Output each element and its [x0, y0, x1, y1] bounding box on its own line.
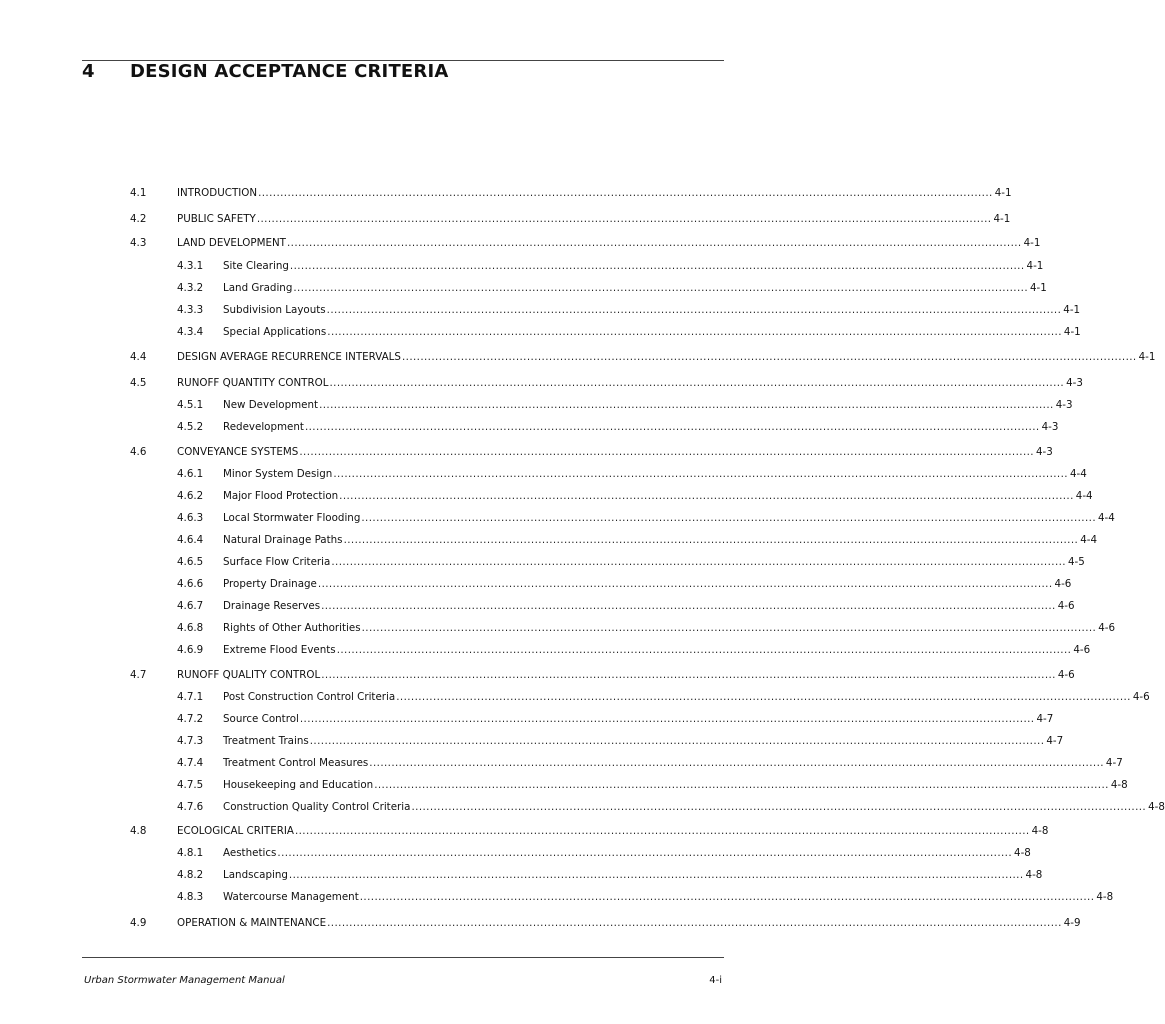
toc-entry[interactable]: [0, 375, 1083, 391]
toc-dot-leader: ........................................................................................................................................................................................................: [333, 468, 1068, 480]
chapter-title: DESIGN ACCEPTANCE CRITERIA: [130, 61, 449, 82]
toc-entry-number: 4.6: [130, 446, 147, 458]
toc-entry-page: 4-1: [1063, 304, 1081, 316]
toc-entry-title: CONVEYANCE SYSTEMS: [177, 446, 299, 458]
toc-entry-number: 4.7.5: [177, 779, 204, 791]
toc-entry-body: [223, 280, 1047, 296]
toc-entry-title: ECOLOGICAL CRITERIA: [177, 825, 294, 837]
toc-dot-leader: ........................................................................................................................................................................................................: [326, 304, 1062, 316]
toc-entry[interactable]: [0, 642, 1091, 658]
toc-dot-leader: ........................................................................................................................................................................................................: [411, 801, 1147, 813]
toc-entry-body: [177, 211, 1011, 227]
toc-entry-number: 4.6.2: [177, 490, 204, 502]
toc-entry-number: 4.8.1: [177, 847, 204, 859]
toc-dot-leader: ........................................................................................................................................................................................................: [317, 578, 1053, 590]
toc-entry[interactable]: [0, 889, 1114, 905]
toc-entry-number: 4.7.2: [177, 713, 204, 725]
toc-entry-title: Post Construction Control Criteria: [223, 691, 396, 703]
toc-dot-leader: ........................................................................................................................................................................................................: [331, 556, 1066, 568]
toc-entry-number: 4.3.1: [177, 260, 204, 272]
toc-entry-title: Construction Quality Control Criteria: [223, 801, 411, 813]
toc-entry-number: 4.9: [130, 917, 147, 929]
toc-entry-body: [177, 444, 1053, 460]
toc-entry[interactable]: [0, 799, 1165, 815]
toc-entry-page: 4-3: [1066, 377, 1083, 389]
toc-dot-leader: ........................................................................................................................................................................................................: [277, 847, 1013, 859]
toc-dot-leader: ........................................................................................................................................................................................................: [339, 490, 1074, 502]
toc-entry-page: 4-6: [1132, 691, 1150, 703]
toc-entry-body: [223, 642, 1091, 658]
toc-entry[interactable]: [0, 349, 1156, 365]
toc-dot-leader: ........................................................................................................................................................................................................: [343, 534, 1079, 546]
toc-entry-body: [223, 419, 1059, 435]
toc-entry-body: [223, 554, 1085, 570]
toc-entry[interactable]: [0, 598, 1075, 614]
toc-entry-number: 4.7.4: [177, 757, 204, 769]
toc-entry-title: DESIGN AVERAGE RECURRENCE INTERVALS: [177, 351, 401, 363]
toc-entry-page: 4-1: [1026, 260, 1044, 272]
toc-entry-page: 4-7: [1046, 735, 1064, 747]
toc-dot-leader: ........................................................................................................................................................................................................: [289, 260, 1025, 272]
toc-entry-number: 4.7.3: [177, 735, 204, 747]
toc-entry-number: 4.5: [130, 377, 147, 389]
toc-dot-leader: ........................................................................................................................................................................................................: [336, 644, 1072, 656]
toc-entry-body: [177, 823, 1049, 839]
toc-entry-title: New Development: [223, 399, 319, 411]
toc-entry-title: Rights of Other Authorities: [223, 622, 361, 634]
toc-entry[interactable]: [0, 280, 1047, 296]
toc-entry[interactable]: [0, 845, 1031, 861]
toc-entry-number: 4.6.9: [177, 644, 204, 656]
toc-dot-leader: ........................................................................................................................................................................................................: [309, 735, 1045, 747]
toc-dot-leader: ........................................................................................................................................................................................................: [288, 869, 1024, 881]
toc-entry-page: 4-3: [1041, 421, 1059, 433]
toc-entry-body: [223, 711, 1054, 727]
toc-dot-leader: ........................................................................................................................................................................................................: [294, 825, 1030, 837]
toc-entry-body: [223, 488, 1093, 504]
toc-entry[interactable]: [0, 576, 1072, 592]
toc-entry-number: 4.3.4: [177, 326, 204, 338]
toc-entry-body: [223, 620, 1116, 636]
toc-entry-body: [223, 510, 1115, 526]
toc-entry-page: 4-8: [1148, 801, 1165, 813]
toc-entry-number: 4.7.1: [177, 691, 204, 703]
toc-dot-leader: ........................................................................................................................................................................................................: [299, 446, 1034, 458]
toc-dot-leader: ........................................................................................................................................................................................................: [256, 213, 992, 225]
toc-entry-page: 4-8: [1031, 825, 1049, 837]
toc-entry[interactable]: [0, 444, 1053, 460]
toc-dot-leader: ........................................................................................................................................................................................................: [321, 600, 1056, 612]
toc-entry-page: 4-1: [1030, 282, 1047, 294]
toc-entry-body: [177, 915, 1081, 931]
toc-dot-leader: ........................................................................................................................................................................................................: [293, 282, 1028, 294]
toc-entry-body: [223, 324, 1081, 340]
toc-dot-leader: ........................................................................................................................................................................................................: [258, 187, 993, 199]
chapter-number: 4: [82, 61, 95, 82]
toc-entry-body: [177, 185, 1012, 201]
toc-entry-body: [223, 258, 1044, 274]
toc-dot-leader: ........................................................................................................................................................................................................: [374, 779, 1109, 791]
toc-entry-title: Special Applications: [223, 326, 327, 338]
toc-entry-number: 4.4: [130, 351, 147, 363]
toc-entry-number: 4.6.6: [177, 578, 204, 590]
toc-entry-body: [223, 845, 1031, 861]
toc-dot-leader: ........................................................................................................................................................................................................: [327, 326, 1062, 338]
toc-entry-page: 4-1: [1063, 326, 1081, 338]
toc-entry-title: INTRODUCTION: [177, 187, 258, 199]
toc-entry-page: 4-8: [1025, 869, 1043, 881]
toc-entry-page: 4-1: [1023, 237, 1041, 249]
toc-dot-leader: ........................................................................................................................................................................................................: [327, 917, 1062, 929]
toc-dot-leader: ........................................................................................................................................................................................................: [286, 237, 1022, 249]
toc-entry[interactable]: [0, 620, 1116, 636]
toc-entry-number: 4.3.3: [177, 304, 204, 316]
toc-entry-number: 4.6.8: [177, 622, 204, 634]
toc-entry-number: 4.5.1: [177, 399, 204, 411]
toc-entry[interactable]: [0, 733, 1064, 749]
toc-entry-body: [177, 235, 1041, 251]
toc-entry-page: 4-4: [1098, 512, 1115, 524]
toc-entry-title: Aesthetics: [223, 847, 277, 859]
toc-entry-page: 4-3: [1035, 446, 1053, 458]
toc-entry[interactable]: [0, 419, 1059, 435]
toc-entry-body: [177, 667, 1075, 683]
toc-entry-body: [223, 397, 1073, 413]
toc-entry-body: [177, 349, 1156, 365]
toc-entry-title: RUNOFF QUANTITY CONTROL: [177, 377, 329, 389]
toc-entry[interactable]: [0, 466, 1087, 482]
toc-entry-page: 4-1: [1138, 351, 1156, 363]
toc-entry-number: 4.2: [130, 213, 147, 225]
toc-entry-title: Extreme Flood Events: [223, 644, 336, 656]
toc-entry-title: Treatment Control Measures: [223, 757, 369, 769]
toc-entry[interactable]: [0, 777, 1128, 793]
toc-entry-page: 4-8: [1096, 891, 1114, 903]
toc-entry-number: 4.6.5: [177, 556, 204, 568]
toc-entry-body: [223, 755, 1123, 771]
toc-entry-page: 4-7: [1036, 713, 1054, 725]
toc-entry-body: [223, 689, 1150, 705]
toc-entry-page: 4-1: [994, 187, 1012, 199]
toc-entry-title: PUBLIC SAFETY: [177, 213, 256, 225]
toc-entry[interactable]: [0, 711, 1054, 727]
footer-page-number: 4-i: [709, 975, 722, 986]
toc-dot-leader: ........................................................................................................................................................................................................: [299, 713, 1035, 725]
toc-entry-page: 4-6: [1057, 669, 1075, 681]
toc-entry-number: 4.8: [130, 825, 147, 837]
toc-entry[interactable]: [0, 488, 1093, 504]
toc-entry-number: 4.3: [130, 237, 147, 249]
toc-entry-page: 4-6: [1098, 622, 1116, 634]
toc-entry-title: Drainage Reserves: [223, 600, 321, 612]
toc-entry[interactable]: [0, 915, 1081, 931]
toc-entry-number: 4.1: [130, 187, 147, 199]
toc-entry-body: [223, 466, 1087, 482]
toc-entry-page: 4-9: [1063, 917, 1081, 929]
toc-dot-leader: ........................................................................................................................................................................................................: [359, 891, 1095, 903]
toc-entry-body: [223, 867, 1043, 883]
toc-entry-number: 4.3.2: [177, 282, 204, 294]
footer-rule: [82, 957, 724, 958]
toc-entry-title: OPERATION & MAINTENANCE: [177, 917, 327, 929]
toc-dot-leader: ........................................................................................................................................................................................................: [304, 421, 1040, 433]
toc-entry[interactable]: [0, 258, 1044, 274]
footer-document-title: Urban Stormwater Management Manual: [84, 975, 285, 986]
toc-entry-page: 4-4: [1069, 468, 1087, 480]
toc-entry-page: 4-6: [1054, 578, 1072, 590]
toc-entry[interactable]: [0, 823, 1049, 839]
toc-entry-number: 4.8.2: [177, 869, 204, 881]
toc-entry-body: [223, 889, 1114, 905]
toc-entry-body: [223, 576, 1072, 592]
toc-entry-body: [223, 777, 1128, 793]
toc-entry-page: 4-6: [1057, 600, 1075, 612]
toc-entry-title: Subdivision Layouts: [223, 304, 326, 316]
toc-entry[interactable]: [0, 510, 1115, 526]
toc-entry[interactable]: [0, 755, 1123, 771]
toc-entry-body: [223, 799, 1165, 815]
toc-entry[interactable]: [0, 532, 1098, 548]
toc-dot-leader: ........................................................................................................................................................................................................: [369, 757, 1104, 769]
toc-entry[interactable]: [0, 554, 1085, 570]
toc-entry-title: Major Flood Protection: [223, 490, 339, 502]
toc-entry-title: Watercourse Management: [223, 891, 359, 903]
toc-entry-title: Local Stormwater Flooding: [223, 512, 361, 524]
toc-entry-page: 4-4: [1075, 490, 1093, 502]
toc-entry[interactable]: [0, 211, 1011, 227]
toc-dot-leader: ........................................................................................................................................................................................................: [329, 377, 1065, 389]
toc-entry-title: LAND DEVELOPMENT: [177, 237, 286, 249]
toc-entry-number: 4.8.3: [177, 891, 204, 903]
toc-entry[interactable]: [0, 667, 1075, 683]
toc-entry-title: Redevelopment: [223, 421, 304, 433]
toc-entry-number: 4.6.1: [177, 468, 204, 480]
toc-dot-leader: ........................................................................................................................................................................................................: [401, 351, 1137, 363]
toc-entry-number: 4.6.4: [177, 534, 204, 546]
toc-entry-page: 4-7: [1105, 757, 1123, 769]
toc-entry[interactable]: [0, 185, 1012, 201]
toc-entry[interactable]: [0, 867, 1043, 883]
toc-dot-leader: ........................................................................................................................................................................................................: [319, 399, 1054, 411]
toc-entry-title: Treatment Trains: [223, 735, 309, 747]
toc-entry-title: Source Control: [223, 713, 299, 725]
toc-entry-page: 4-4: [1080, 534, 1098, 546]
toc-entry-title: Surface Flow Criteria: [223, 556, 331, 568]
toc-entry-title: Natural Drainage Paths: [223, 534, 343, 546]
toc-entry[interactable]: [0, 324, 1081, 340]
toc-entry-title: Minor System Design: [223, 468, 333, 480]
toc-entry-title: RUNOFF QUALITY CONTROL: [177, 669, 321, 681]
toc-entry-number: 4.6.7: [177, 600, 204, 612]
toc-entry-number: 4.6.3: [177, 512, 204, 524]
toc-entry[interactable]: [0, 302, 1081, 318]
toc-entry-title: Site Clearing: [223, 260, 289, 272]
toc-dot-leader: ........................................................................................................................................................................................................: [396, 691, 1131, 703]
toc-entry-title: Landscaping: [223, 869, 288, 881]
toc-entry-page: 4-8: [1110, 779, 1128, 791]
toc-entry-page: 4-1: [993, 213, 1011, 225]
toc-entry-title: Property Drainage: [223, 578, 317, 590]
toc-entry-title: Housekeeping and Education: [223, 779, 374, 791]
toc-entry-body: [223, 302, 1081, 318]
toc-entry-body: [223, 532, 1098, 548]
toc-entry[interactable]: [0, 235, 1041, 251]
chapter-heading: [82, 61, 724, 85]
toc-entry-title: Land Grading: [223, 282, 293, 294]
toc-entry[interactable]: [0, 689, 1150, 705]
toc-entry-number: 4.7: [130, 669, 147, 681]
toc-dot-leader: ........................................................................................................................................................................................................: [361, 622, 1097, 634]
toc-entry[interactable]: [0, 397, 1073, 413]
toc-entry-page: 4-6: [1073, 644, 1091, 656]
toc-entry-number: 4.7.6: [177, 801, 204, 813]
toc-entry-body: [177, 375, 1083, 391]
toc-entry-body: [223, 598, 1075, 614]
toc-entry-page: 4-3: [1055, 399, 1073, 411]
toc-dot-leader: ........................................................................................................................................................................................................: [321, 669, 1056, 681]
toc-entry-page: 4-8: [1014, 847, 1031, 859]
toc-entry-number: 4.5.2: [177, 421, 204, 433]
toc-entry-body: [223, 733, 1064, 749]
toc-entry-page: 4-5: [1067, 556, 1085, 568]
toc-dot-leader: ........................................................................................................................................................................................................: [361, 512, 1096, 524]
